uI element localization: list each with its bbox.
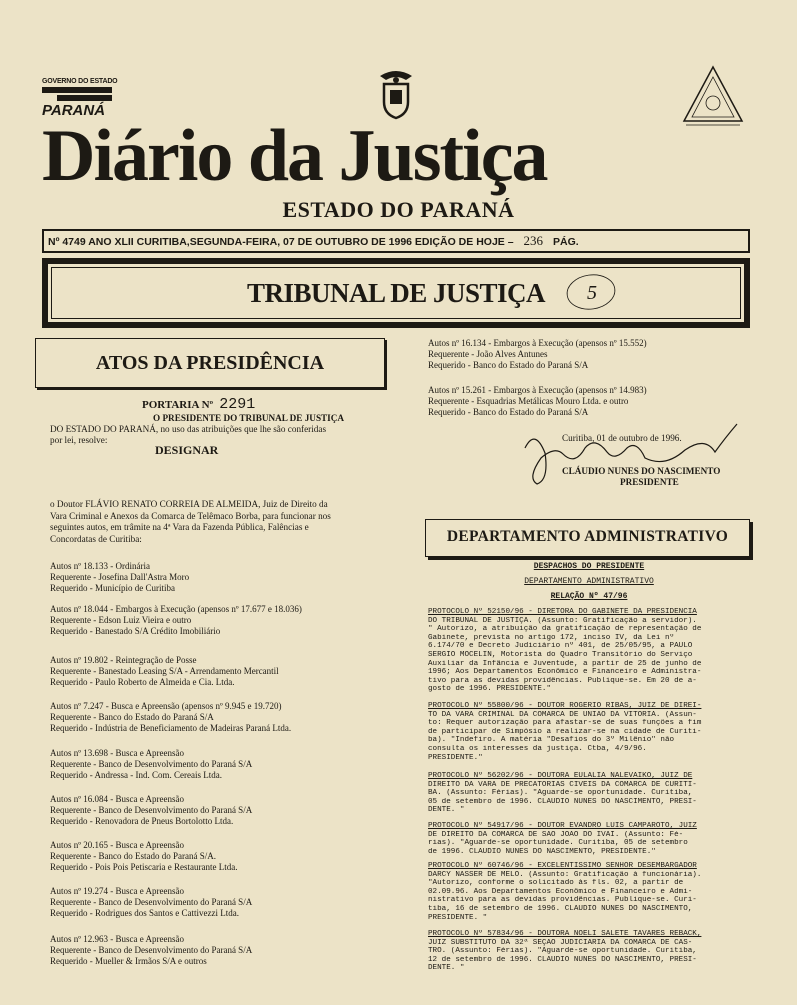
protocol-line: rias). "Aguarde-se oportunidade. Curitiba, 05 de setembro — [428, 839, 688, 848]
case-line: Requerente - Josefina Dall'Astra Moro — [50, 572, 190, 583]
protocol-line: PROTOCOLO Nº 52150/96 - DIRETORA DO GABINETE DA PRESIDÊNCIA — [428, 608, 697, 616]
issue-bar — [42, 229, 750, 253]
case-line: Requerente - Banco de Desenvolvimento do Paraná S/A — [50, 897, 253, 908]
protocol-line: 05 de setembro de 1996. CLÁUDIO NUNES DO NASCIMENTO, PRESI- — [428, 797, 697, 806]
case-line: Autos nº 18.133 - Ordinária — [50, 561, 151, 571]
case-entry — [50, 748, 390, 782]
protocol-line: DO TRIBUNAL DE JUSTIÇA. (Assunto: Gratificação a servidor). — [428, 616, 697, 625]
protocol-line: TO DA VARA CRIMINAL DA COMARCA DE UNIÃO DA VITÓRIA. (Assun- — [428, 710, 697, 719]
protocol-line: SÉRGIO MOCELIN, Motorista do Quadro Transitório do Serviço — [428, 650, 693, 659]
case-entry — [428, 338, 758, 372]
state-subtitle: ESTADO DO PARANÁ — [282, 197, 515, 222]
protocol-line: " Autorizo, a atribuição da gratificação de representação de — [428, 625, 702, 634]
case-entry — [50, 604, 390, 638]
case-line: Requerido - Banco do Estado do Paraná S/A — [428, 360, 589, 371]
protocol-line: 1996; Aos Departamentos Econômico e Financeiro e Administra- — [428, 668, 702, 677]
handwritten-stamp-icon — [565, 272, 617, 312]
estado-line: DO ESTADO DO PARANÁ, no uso das atribuições que lhe são conferidas — [50, 424, 327, 434]
page-count: 236 — [523, 233, 544, 248]
gov-name: PARANÁ — [42, 102, 106, 119]
protocol-entry — [428, 862, 753, 922]
dept-title: DEPARTAMENTO ADMINISTRATIVO — [446, 528, 729, 545]
portaria-line — [142, 396, 255, 413]
protocol-line: 6.174/70 e Decreto Judiciário nº 401, de 25/05/95, a PAULO — [428, 642, 693, 651]
case-line: Autos nº 18.044 - Embargos à Execução (apensos nº 17.677 e 18.036) — [50, 604, 302, 614]
protocol-line: DENTE. " — [428, 806, 465, 815]
protocol-line: Auxiliar da Infância e Juventude, a partir de 25 de junho de — [428, 659, 702, 668]
government-logo — [42, 78, 122, 119]
coat-of-arms-icon — [376, 68, 416, 120]
case-line: Requerido - Pois Pois Petiscaria e Restaurante Ltda. — [50, 862, 238, 873]
case-line: Requerente - Banco do Estado do Paraná S/A — [50, 712, 214, 723]
protocol-line: de 1996. CLÁUDIO NUNES DO NASCIMENTO, PRESIDENTE." — [428, 847, 656, 856]
case-entry — [50, 655, 390, 689]
portaria-number: 2291 — [219, 396, 256, 413]
protocol-line: PROTOCOLO Nº 60746/96 - EXCELENTÍSSIMO SENHOR DESEMBARGADOR — [428, 862, 697, 870]
protocol-line: nistrativo para as devidas providências. Publique-se. Curi- — [428, 896, 697, 905]
protocol-line: PROTOCOLO Nº 57834/96 - DOUTORA NOELI SALETE TAVARES REBACK, — [428, 930, 702, 938]
case-entry — [50, 794, 390, 828]
case-line: Requerido - Banestado S/A Crédito Imobiliário — [50, 626, 221, 637]
protocol-entry — [428, 702, 753, 762]
nomination-line: o Doutor FLÁVIO RENATO CORREIA DE ALMEIDA, Juiz de Direito da — [50, 499, 328, 509]
masthead-title: Diário da Justiça — [42, 115, 547, 197]
despachos-heading: DESPACHOS DO PRESIDENTE — [533, 562, 645, 571]
case-line: Requerente - Banco de Desenvolvimento do Paraná S/A — [50, 759, 253, 770]
case-line: Requerido - Rodrigues dos Santos e Cattivezzi Ltda. — [50, 908, 239, 919]
case-entry — [50, 934, 390, 968]
protocol-line: DIREITO DA VARA DE PRECATÓRIAS CÍVEIS DA COMARCA DE CURITI- — [428, 780, 697, 789]
case-line: Requerente - João Alves Antunes — [428, 349, 548, 360]
protocol-line: DARCY NASSER DE MELO. (Assunto: Gratificação à funcionária). — [428, 870, 702, 879]
protocol-line: de participar de Simpósio a realizar-se na cidade de Curiti- — [428, 727, 702, 736]
case-line: Requerente - Banco do Estado do Paraná S/A. — [50, 851, 216, 862]
protocol-line: BA. (Assunto: Férias). "Aguarde-se oportunidade. Curitiba, — [428, 789, 693, 798]
gov-label: GOVERNO DO ESTADO — [42, 78, 118, 85]
protocol-line: PRESIDENTE. " — [428, 913, 488, 922]
protocol-line: to: Requer autorização para afastar-se de suas funções a fim — [428, 719, 702, 728]
nomination-line: Vara Criminal e Anexos da Comarca de Telêmaco Borba, para funcionar nos — [50, 510, 331, 521]
case-line: Autos nº 19.274 - Busca e Apreensão — [50, 886, 185, 896]
protocol-line: PRESIDENTE." — [428, 753, 483, 762]
case-line: Requerente - Banco de Desenvolvimento do Paraná S/A — [50, 945, 253, 956]
nomination-paragraph — [50, 499, 380, 545]
page-suffix: PÁG. — [553, 236, 579, 248]
protocol-line: "Autorizo, conforme o solicitado às fls. 02, a partir de — [428, 879, 684, 888]
case-entry — [50, 701, 390, 735]
relacao-heading: RELAÇÃO Nº 47/96 — [550, 592, 628, 601]
nomination-line: seguintes autos, em trâmite na 4ª Vara da Fazenda Pública, Falências e — [50, 522, 309, 532]
case-line: Requerido - Renovadora de Pneus Bortolotto Ltda. — [50, 816, 234, 827]
section-title: TRIBUNAL DE JUSTIÇA — [246, 278, 546, 308]
protocol-line: Gabinete, prevista no artigo 172, inciso IV, da Lei nº — [428, 633, 675, 642]
lei-line: por lei, resolve: — [50, 435, 108, 445]
case-line: Autos nº 16.134 - Embargos à Execução (apensos nº 15.552) — [428, 338, 647, 348]
portaria-label: PORTARIA Nº — [142, 399, 214, 411]
case-line: Requerido - Mueller & Irmãos S/A e outros — [50, 956, 207, 967]
dept-subheading: DEPARTAMENTO ADMINISTRATIVO — [524, 577, 654, 586]
case-line: Autos nº 16.084 - Busca e Apreensão — [50, 794, 185, 804]
case-entry — [50, 561, 390, 595]
protocol-line: PROTOCOLO Nº 54917/96 - DOUTOR EVANDRO LUIS CAMPAROTO, JUIZ — [428, 822, 697, 830]
protocol-line: tiba, 16 de setembro de 1996. CLÁUDIO NUNES DO NASCIMENTO, — [428, 904, 693, 913]
atos-title: ATOS DA PRESIDÊNCIA — [95, 352, 325, 374]
logo-bars — [42, 87, 122, 101]
case-entry — [428, 385, 758, 419]
case-line: Requerido - Paulo Roberto de Almeida e Cia. Ltda. — [50, 677, 235, 688]
case-line: Requerente - Edson Luiz Vieira e outro — [50, 615, 192, 626]
signoff-role: PRESIDENTE — [620, 477, 679, 487]
case-line: Requerente - Banco de Desenvolvimento do Paraná S/A — [50, 805, 253, 816]
protocol-line: PROTOCOLO Nº 55800/96 - DOUTOR ROGÉRIO RIBAS, JUIZ DE DIREI- — [428, 702, 702, 710]
case-line: Requerente - Esquadrias Metálicas Mouro Ltda. e outro — [428, 396, 629, 407]
protocol-line: PROTOCOLO Nº 56202/96 - DOUTORA EULÁLIA NALEVAIKO, JUIZ DE — [428, 772, 693, 780]
case-line: Requerido - Indústria de Beneficiamento de Madeiras Paraná Ltda. — [50, 723, 292, 734]
issue-line: Nº 4749 ANO XLII CURITIBA,SEGUNDA-FEIRA, 07 DE OUTUBRO DE 1996 EDIÇÃO DE HOJE – — [48, 236, 514, 248]
protocol-line: consulta os interesses da justiça. Ctba, 4/9/96. — [428, 744, 647, 753]
stamp-number: 5 — [587, 282, 597, 304]
protocol-line: TRO. (Assunto: Férias). "Aguarde-se oportunidade. Curitiba, — [428, 947, 697, 956]
case-line: Autos nº 13.698 - Busca e Apreensão — [50, 748, 185, 758]
protocol-line: DE DIREITO DA COMARCA DE SÃO JOÃO DO IVAÍ. (Assunto: Fé- — [428, 830, 684, 839]
protocol-entry — [428, 822, 753, 856]
nomination-line: Concordatas de Curitiba: — [50, 533, 142, 544]
protocol-line: ba). "Indefiro. A matéria "Desafios do 3º Milênio" não — [428, 736, 675, 745]
case-line: Requerido - Município de Curitiba — [50, 583, 175, 594]
protocol-entry — [428, 608, 753, 694]
protocol-line: 02.09.96. Aos Departamentos Econômico e Financeiro e Admi- — [428, 887, 693, 896]
designar-heading: DESIGNAR — [155, 443, 219, 457]
protocol-line: DENTE. " — [428, 964, 465, 973]
protocol-line: JUIZ SUBSTITUTO DA 32ª SEÇÃO JUDICIÁRIA DA COMARCA DE CAS- — [428, 938, 693, 947]
case-line: Requerente - Banestado Leasing S/A - Arrendamento Mercantil — [50, 666, 279, 677]
protocol-line: 12 de setembro de 1996. CLÁUDIO NUNES DO NASCIMENTO, PRESI- — [428, 955, 697, 964]
protocol-line: gosto de 1996. PRESIDENTE." — [428, 685, 552, 694]
case-line: Autos nº 12.963 - Busca e Apreensão — [50, 934, 185, 944]
signoff-name: CLÁUDIO NUNES DO NASCIMENTO — [562, 466, 721, 476]
protocol-entry — [428, 930, 753, 973]
case-line: Autos nº 20.165 - Busca e Apreensão — [50, 840, 185, 850]
protocol-entry — [428, 772, 753, 815]
case-entry — [50, 886, 390, 920]
case-line: Autos nº 15.261 - Embargos à Execução (apensos nº 14.983) — [428, 385, 647, 395]
case-line: Autos nº 19.802 - Reintegração de Posse — [50, 655, 197, 665]
case-line: Requerido - Andressa - Ind. Com. Cereais Ltda. — [50, 770, 222, 781]
signoff-date: Curitiba, 01 de outubro de 1996. — [562, 433, 682, 443]
case-line: Autos nº 7.247 - Busca e Apreensão (apensos nº 9.945 e 19.720) — [50, 701, 282, 711]
protocol-line: tivo para as devidas providências. Publique-se. Em 20 de a- — [428, 676, 697, 685]
case-line: Requerido - Banco do Estado do Paraná S/A — [428, 407, 589, 418]
case-entry — [50, 840, 390, 874]
president-line: O PRESIDENTE DO TRIBUNAL DE JUSTIÇA — [153, 413, 345, 423]
